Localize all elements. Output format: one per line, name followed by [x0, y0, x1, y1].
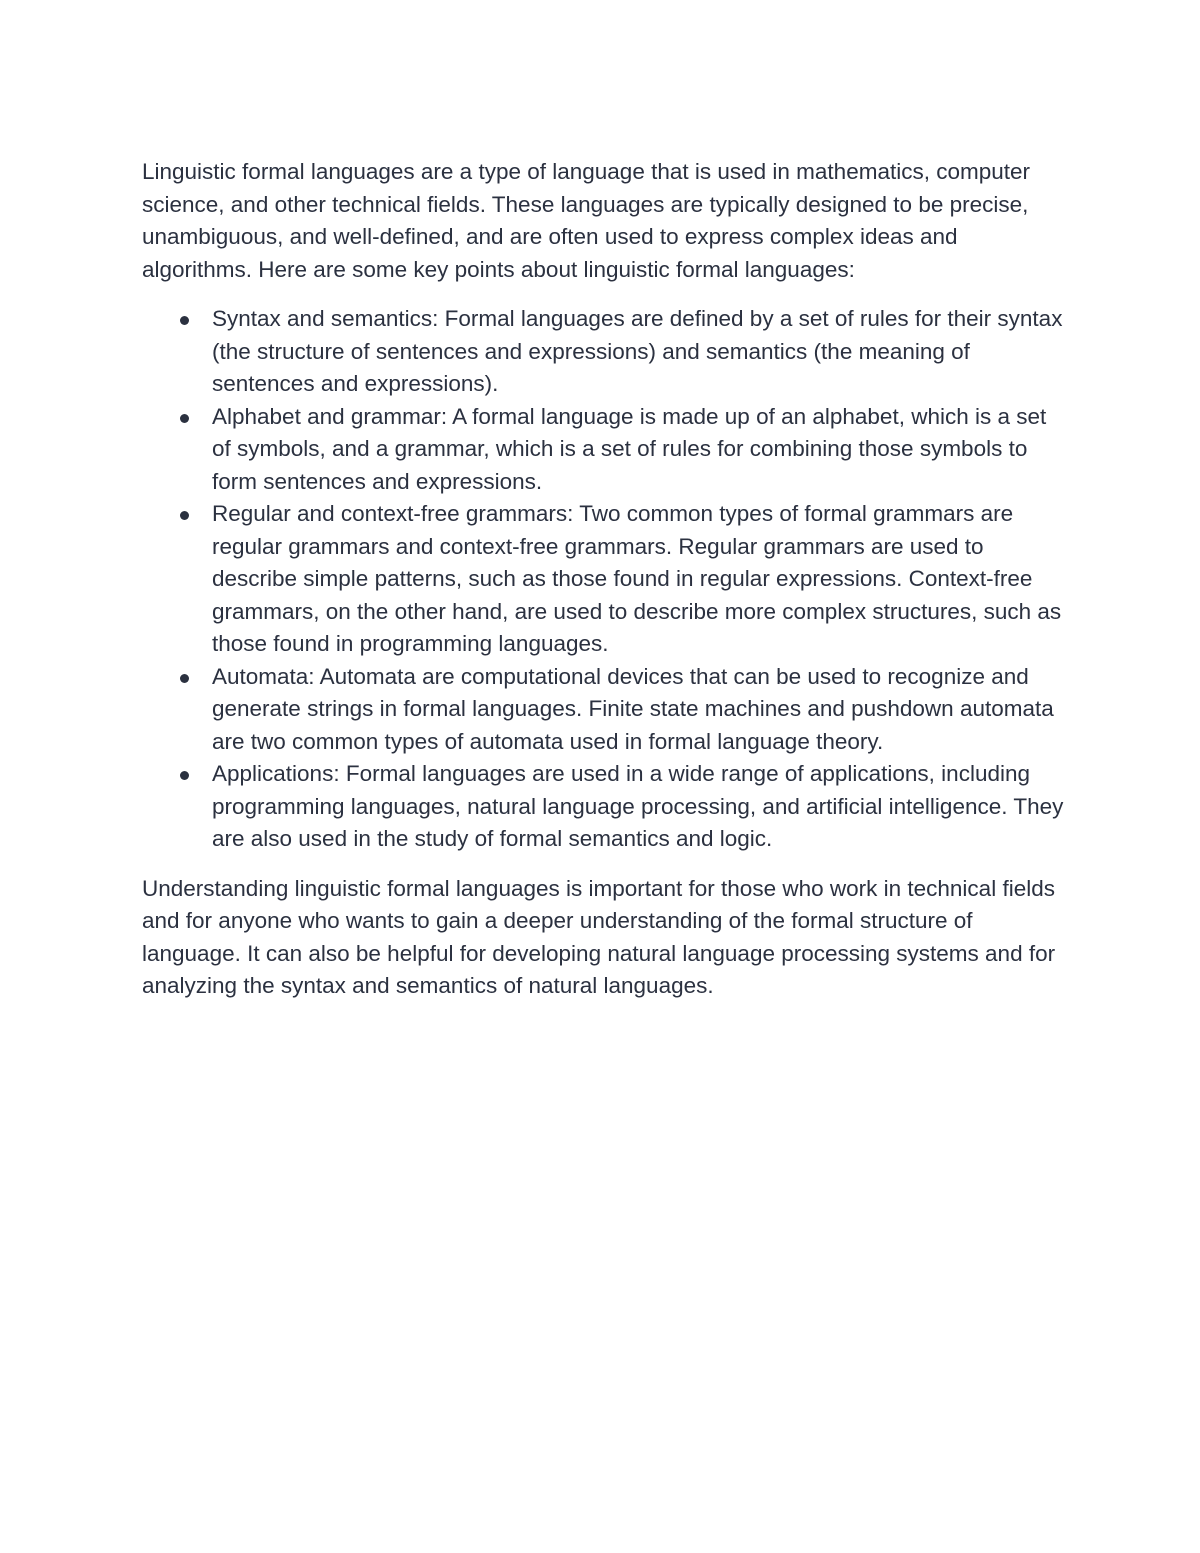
list-item [212, 401, 1067, 499]
list-item-text: Automata: Automata are computational devices that can be used to recognize and generate strings in formal languages. Finite state machines and pushdown automata are two common types of automata used in formal language theory. [212, 663, 1054, 754]
conclusion-paragraph: Understanding linguistic formal languages is important for those who work in technical fields and for anyone who wants to gain a deeper understanding of the formal structure of language. It can also be helpful for developing natural language processing systems and for analyzing the syntax and semantics of natural languages. [142, 875, 1056, 998]
list-item [212, 661, 1067, 759]
document-body [142, 156, 1067, 1003]
list-item-text: Applications: Formal languages are used in a wide range of applications, including programming languages, natural language processing, and artificial intelligence. They are also used in the study of formal semantics and logic. [212, 761, 1064, 851]
key-points-list [142, 303, 1067, 856]
bullet-icon [180, 316, 189, 325]
list-item-text: Syntax and semantics: Formal languages are defined by a set of rules for their syntax (the structure of sentences and expressions) and semantics (the meaning of sentences and expressions). [212, 306, 1063, 396]
bullet-icon [180, 674, 189, 683]
list-item [212, 498, 1067, 661]
list-item-text: Alphabet and grammar: A formal language is made up of an alphabet, which is a set of symbols, and a grammar, which is a set of rules for combining those symbols to form sentences and expressions. [212, 403, 1047, 494]
bullet-icon [180, 511, 189, 520]
list-item [212, 758, 1067, 856]
bullet-icon [180, 414, 189, 423]
list-item-text: Regular and context-free grammars: Two common types of formal grammars are regular grammars and context-free grammars. Regular grammars are used to describe simple patterns, such as those found in regular expressions. Context-free grammars, on the other hand, are used to describe more complex structures, such as those found in programming languages. [212, 501, 1062, 656]
list-item [212, 303, 1067, 401]
intro-paragraph: Linguistic formal languages are a type of language that is used in mathematics, computer science, and other technical fields. These languages are typically designed to be precise, unambiguous, and well-defined, and are often used to express complex ideas and algorithms. Here are some key points about linguistic formal languages: [142, 159, 1031, 282]
bullet-icon [180, 771, 189, 780]
